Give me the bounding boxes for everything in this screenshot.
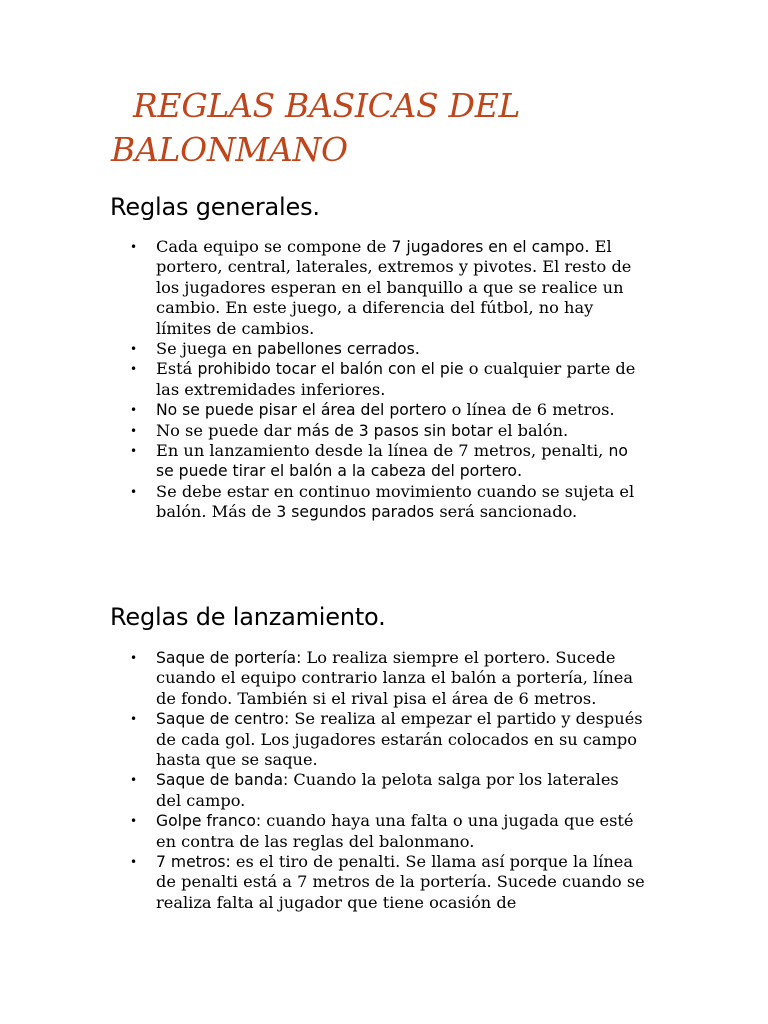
rules-list-generales (126, 237, 646, 523)
item-text: Se realiza al empezar el partido y después de cada gol. Los jugadores estarán colocados en su campo hasta que se saque. (156, 709, 643, 770)
item-text: . (516, 461, 523, 481)
item-text: En un lanzamiento desde la línea de 7 metros, penalti, (156, 441, 609, 461)
list-item (126, 709, 646, 770)
item-bold: Golpe franco: (156, 812, 262, 831)
section-heading-lanzamiento: Reglas de lanzamiento. (110, 603, 386, 631)
item-bold: 3 segundos parados (276, 503, 435, 522)
list-item (126, 770, 646, 811)
item-text: cuando haya una falta o una jugada que esté en contra de las reglas del balonmano. (156, 811, 634, 851)
item-bold: prohibido tocar el balón con el pie (197, 360, 464, 379)
list-item (126, 237, 646, 339)
item-text: Cuando la pelota salga por los laterales del campo. (156, 770, 619, 810)
item-text: Se debe estar en continuo movimiento cuando se sujeta el balón. Más de (156, 481, 635, 522)
list-item (126, 441, 646, 482)
item-text: el balón. (492, 420, 569, 440)
item-bold: Saque de portería: (156, 649, 302, 667)
item-bold: no se puede tirar el balón a la cabeza del portero (156, 442, 628, 481)
item-bold: pabellones cerrados (257, 340, 415, 359)
document-title (111, 84, 671, 172)
item-text: Se juega en (156, 339, 258, 359)
item-text: es el tiro de penalti. Se llama así porque la línea de penalti está a 7 metros de la portería. Sucede cuando se realiza falta al jugador que tiene ocasión de (156, 852, 645, 912)
item-text: será sancionado. (434, 502, 578, 522)
item-text: Está (156, 359, 198, 379)
item-text: o cualquier parte de las extremidades inferiores. (156, 359, 636, 399)
list-item (126, 421, 646, 441)
list-item (126, 400, 646, 420)
item-text: . (414, 339, 420, 359)
item-bold: Saque de banda: (156, 771, 289, 790)
item-bold: más de 3 pasos sin botar (296, 421, 493, 440)
item-bold: 7 metros: (156, 853, 231, 872)
item-bold: 7 jugadores en el campo (391, 238, 585, 256)
item-text: . El portero, central, laterales, extremos y pivotes. El resto de los jugadores esperan en el banquillo a que se realice un cambio. En este juego, a diferencia del fútbol, no hay límites de cambios. (156, 237, 632, 338)
item-text: Cada equipo se compone de (156, 237, 392, 256)
list-item (126, 852, 646, 913)
rules-list-lanzamiento (126, 648, 646, 913)
document-title-text: REGLAS BASICAS DEL BALONMANO (111, 86, 521, 169)
item-text: No se puede dar (156, 420, 297, 440)
item-text: Lo realiza siempre el portero. Sucede cuando el equipo contrario lanza el balón a portería, línea de fondo. También si el rival pisa el área de 6 metros. (156, 648, 634, 708)
item-bold: Saque de centro: (156, 710, 290, 729)
list-item (126, 648, 646, 709)
list-item (126, 811, 646, 852)
list-item (126, 482, 646, 523)
item-text: o línea de 6 metros. (446, 400, 615, 420)
list-item (126, 359, 646, 400)
list-item (126, 339, 646, 359)
section-heading-generales: Reglas generales. (110, 193, 320, 221)
item-bold: No se puede pisar el área del portero (156, 401, 447, 420)
